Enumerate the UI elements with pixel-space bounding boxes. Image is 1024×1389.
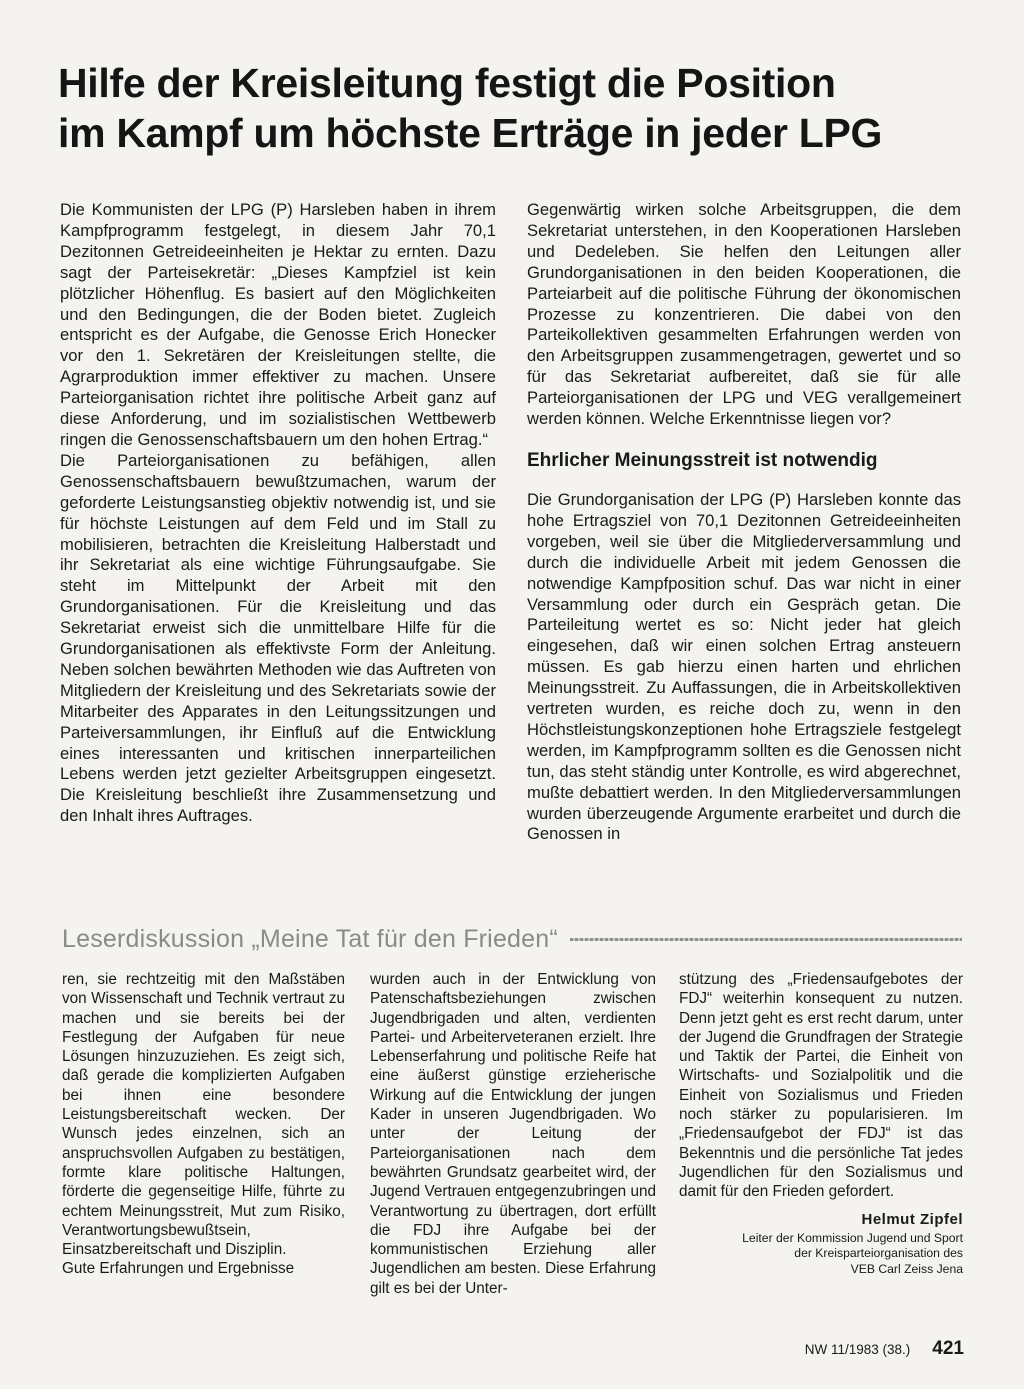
discussion-column-1 [62, 970, 345, 1279]
section-subheading: Ehrlicher Meinungsstreit ist notwendig [527, 449, 878, 471]
author-name: Helmut Zipfel [861, 1210, 963, 1228]
page-number: 421 [932, 1338, 964, 1359]
author-role [679, 1231, 963, 1278]
banner-title: Leserdiskussion „Meine Tat für den Frieden“ [62, 924, 558, 953]
article-right-column [527, 200, 961, 845]
discussion-col1-paragraph-1: ren, sie rechtzeitig mit den Maßstäben von Wissenschaft und Technik vertraut zu machen und sie bereits bei der Festlegung der Aufgaben für neue Lösungen hinzuzuziehen. Es zeigt sich, daß gerade die komplizierten Aufgaben bei ihnen eine besondere Leistungsbereitschaft wecken. Der Wunsch jedes einzelnen, sich an anspruchsvollen Aufgaben zu bestätigen, formte klare politische Haltungen, förderte die gegenseitige Hilfe, führte zu echtem Meinungsstreit, Mut zum Risiko, Verantwortungsbewußtsein, Einsatzbereitschaft und Disziplin. [62, 971, 345, 1259]
reader-discussion-banner [62, 922, 962, 956]
right-paragraph-intro: Gegenwärtig wirken solche Arbeitsgruppen, die dem Sekretariat unterstehen, in den Kooperationen Harsleben und Dedeleben. Sie helfen den Leitungen aller Grundorganisationen in den beiden Kooperationen, die Parteiarbeit auf die politische Führung der ökonomischen Prozesse zu konzentrieren. Die dabei von den Parteikollektiven gesammelten Erfahrungen werden von den Arbeitsgruppen zusammengetragen, gewertet und so für das Sekretariat aufbereitet, daß sie für alle Parteiorganisationen der LPG und VEG verallgemeinert werden können. Welche Erkenntnisse liegen vor? [527, 200, 961, 429]
discussion-col2-paragraph: wurden auch in der Entwicklung von Patenschaftsbeziehungen zwischen Jugendbrigaden und alten, verdienten Partei- und Arbeiterveteranen erzielt. Ihre Lebenserfahrung und politische Reife hat eine äußerst günstige erzieherische Wirkung auf die Entwicklung der jungen Kader in unseren Jugendbrigaden. Wo unter der Leitung der Parteiorganisationen nach dem bewährten Grundsatz gearbeitet wird, der Jugend Vertrauen entgegenzubringen und Verantwortung zu übertragen, dort erfüllt die FDJ ihre Aufgabe bei der kommunistischen Erziehung aller Jugendlichen am besten. Diese Erfahrung gilt es bei der Unter- [370, 971, 656, 1297]
left-paragraph-1: Die Kommunisten der LPG (P) Harsleben haben in ihrem Kampfprogramm festgelegt, in diesem Jahr 70,1 Dezitonnen Getreideeinheiten je Hektar zu ernten. Dazu sagt der Parteisekretär: „Dieses Kampfziel ist kein plötzlicher Höhenflug. Es basiert auf den Möglichkeiten und den Bedingungen, die der Boden bietet. Zugleich entspricht es der Aufgabe, die Genosse Erich Honecker vor den 1. Sekretären der Kreisleitungen stellte, die Agrarproduktion immer effektiver zu machen. Unsere Parteiorganisation richtet ihre politische Arbeit ganz auf diese Anforderung, und im sozialistischen Wettbewerb ringen die Genossenschaftsbauern um den hohen Ertrag.“ [60, 200, 496, 449]
article-left-column [60, 200, 496, 827]
headline-line-1: Hilfe der Kreisleitung festigt die Position [58, 60, 836, 106]
discussion-column-3 [679, 970, 963, 1277]
banner-rule [570, 938, 962, 941]
discussion-col1-paragraph-2: Gute Erfahrungen und Ergebnisse [62, 1260, 295, 1278]
issue-label: NW 11/1983 (38.) [804, 1342, 911, 1357]
discussion-col3-paragraph: stützung des „Friedensaufgebotes der FDJ“ weiterhin konsequent zu nutzen. Denn jetzt geht es erst recht darum, unter der Jugend die Grundfragen der Strategie und Taktik der Partei, die Einheit von Wirtschafts- und Sozialpolitik und die Einheit von Sozialismus und Frieden noch stärker zu popularisieren. Im „Friedensaufgebot der FDJ“ ist das Bekenntnis und die persönliche Tat jedes Jugendlichen für den Sozialismus und damit für den Frieden gefordert. [679, 971, 963, 1201]
author-role-line-1: Leiter der Kommission Jugend und Sport [742, 1230, 963, 1245]
author-role-line-3: VEB Carl Zeiss Jena [850, 1261, 963, 1276]
discussion-column-2 [370, 970, 656, 1298]
author-role-line-2: der Kreisparteiorganisation des [794, 1246, 963, 1261]
left-paragraph-2: Die Parteiorganisationen zu befähigen, allen Genossenschaftsbauern bewußtzumachen, warum der geforderte Leistungsanstieg objektiv notwendig ist, und sie für höchste Leistungen auf dem Feld und im Stall zu mobilisieren, betrachten die Kreisleitung Halberstadt und ihr Sekretariat als eine wichtige Führungsaufgabe. Sie steht im Mittelpunkt der Arbeit mit den Grundorganisationen. Für die Kreisleitung und das Sekretariat erweist sich die unmittelbare Hilfe für die Grundorganisationen als effektivste Form der Anleitung. Neben solchen bewährten Methoden wie das Auftreten von Mitgliedern der Kreisleitung und des Sekretariats sowie der Mitarbeiter des Apparates in den Leitungssitzungen und Parteiversammlungen, ihr Einfluß auf die Entwicklung eines interessanten und kritischen innerparteilichen Lebens werden jetzt gezielter Arbeitsgruppen eingesetzt. Die Kreisleitung beschließt ihre Zusammensetzung und den Inhalt ihres Auftrages. [60, 450, 496, 826]
headline-line-2: im Kampf um höchste Erträge in jeder LPG [58, 110, 883, 156]
article-headline [58, 58, 978, 158]
right-paragraph-body: Die Grundorganisation der LPG (P) Harsleben konnte das hohe Ertragsziel von 70,1 Dezitonnen Getreideeinheiten vorgeben, weil sie über die Mitgliederversammlung und durch die individuelle Arbeit mit jedem Genossen die notwendige Kampfposition schuf. Das war nicht in einer Versammlung oder durch ein Gespräch getan. Die Parteileitung wertet es so: Nicht jeder hat gleich eingesehen, daß wir einen solchen Ertrag ansteuern müssen. Es gab hierzu einen harten und ehrlichen Meinungsstreit. Zu Auffassungen, die in Arbeitskollektiven vertreten wurden, es reiche doch zu, wenn in den Höchstleistungskonzeptionen hohe Ertragsziele festgelegt werden, im Kampfprogramm sollten es die Genossen nicht tun, das steht ständig unter Kontrolle, es wird abgerechnet, mußte debattiert werden. In den Mitgliederversammlungen wurden überzeugende Argumente erarbeitet und durch die Genossen in [527, 489, 961, 844]
page-footer [805, 1338, 964, 1360]
